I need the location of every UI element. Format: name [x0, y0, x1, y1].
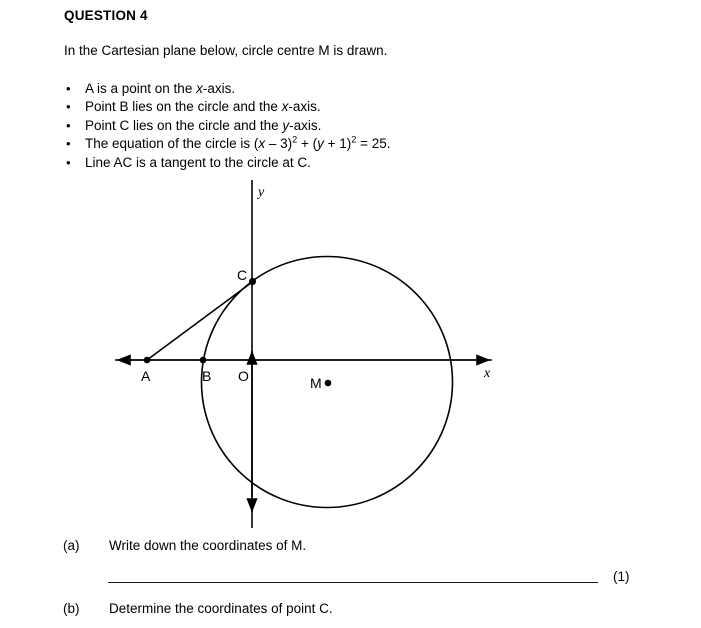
part-a-label: (a): [63, 538, 80, 553]
bullet-c-point: Point C lies on the circle and the y-axis.: [85, 117, 322, 133]
part-a-text: Write down the coordinates of M.: [109, 538, 307, 553]
point-label-b: B: [202, 368, 212, 384]
point-c-marker: [249, 278, 256, 285]
point-a-marker: [144, 357, 151, 364]
point-label-c: C: [237, 267, 248, 283]
page-title: QUESTION 4: [64, 8, 148, 23]
axis-label-y: y: [258, 185, 265, 200]
point-m-marker: [325, 380, 332, 387]
bullet-equation: The equation of the circle is $(x - 3)^2 + (y + 1)^2 = 25$.: [85, 134, 391, 152]
part-b-text: Determine the coordinates of point C.: [109, 601, 333, 616]
cartesian-plane-diagram: [0, 168, 701, 528]
point-label-o: O: [238, 368, 249, 384]
bullet-tangent: Line AC is a tangent to the circle at C.: [85, 154, 311, 170]
part-b-label: (b): [63, 601, 80, 616]
bullet-b-point: Point B lies on the circle and the x-axis.: [85, 99, 321, 115]
bullet-marker-icon: •: [66, 99, 71, 115]
answer-line-a[interactable]: [108, 582, 598, 583]
bullet-marker-icon: •: [66, 136, 71, 152]
bullet-marker-icon: •: [66, 81, 71, 96]
tangent-line-ac: [147, 282, 253, 361]
bullet-marker-icon: •: [66, 117, 71, 133]
point-b-marker: [200, 357, 207, 364]
intro-text: In the Cartesian plane below, circle centre M is drawn.: [64, 43, 388, 58]
bullet-a-point: A is a point on the x-axis.: [85, 81, 236, 96]
marks-a: (1): [613, 569, 630, 584]
point-label-m: M: [310, 375, 322, 391]
point-label-a: A: [141, 368, 151, 384]
axis-label-x: x: [484, 366, 491, 381]
bullet-marker-icon: •: [66, 154, 71, 170]
